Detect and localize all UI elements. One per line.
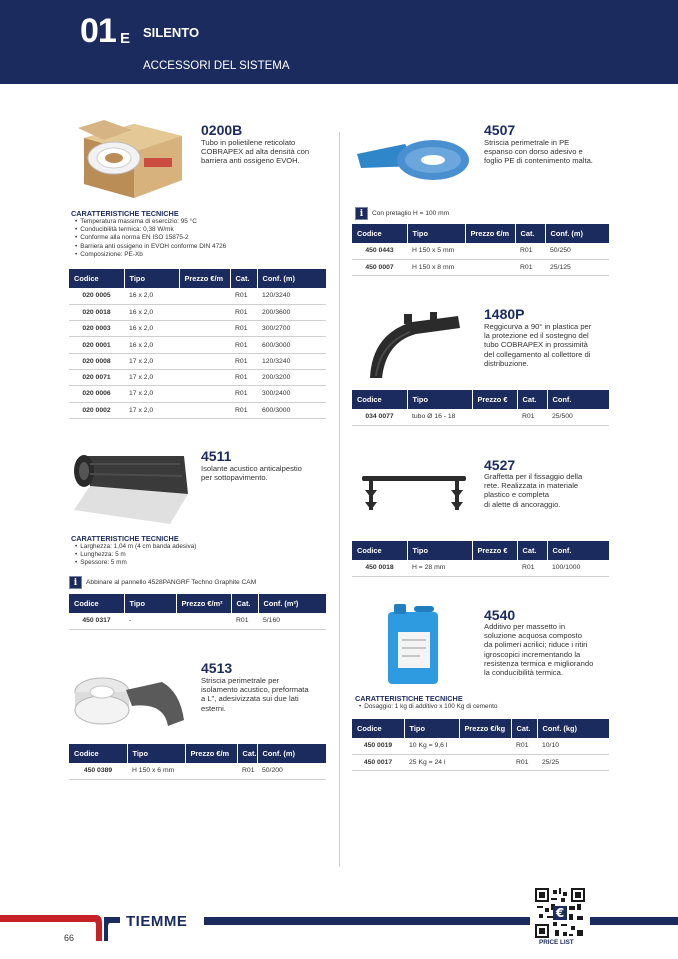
column-header: Tipo — [124, 269, 179, 288]
price-table-4540 — [352, 719, 609, 771]
table-row — [69, 337, 326, 353]
table-cell: 020 0018 — [69, 304, 124, 320]
column-header: Cat. — [237, 744, 257, 763]
table-cell: 17 x 2,0 — [124, 369, 179, 385]
table-cell: 25/500 — [547, 409, 609, 425]
table-cell: 10 Kg = 9,6 l — [404, 738, 459, 754]
table-cell: R01 — [511, 738, 537, 754]
chapter-subtitle: ACCESSORI DEL SISTEMA — [143, 60, 290, 72]
table-cell — [179, 402, 230, 418]
table-cell: 450 0317 — [69, 613, 124, 629]
price-table-0200b — [69, 269, 326, 419]
table-row — [69, 402, 326, 418]
product-description: Striscia perimetrale per isolamento acustico, preformata a L", adesivizzata sui due lati esterni. — [201, 676, 309, 713]
product-description: Striscia perimetrale in PE espanso con dorso adesivo e foglio PE di contenimento malta. — [484, 138, 593, 166]
table-cell: 200/3200 — [257, 369, 326, 385]
product-code: 4511 — [201, 448, 232, 464]
table-cell: 25/25 — [537, 754, 609, 770]
product-note: i Abbinare al pannello 4528PANGRF Techno Graphite CAM — [69, 576, 256, 589]
price-table-1480p — [352, 390, 609, 426]
column-header: Codice — [352, 719, 404, 738]
table-cell — [179, 369, 230, 385]
price-table-4513 — [69, 744, 326, 780]
product-code: 1480P — [484, 306, 525, 322]
table-row — [69, 613, 326, 629]
table-cell: 16 x 2,0 — [124, 337, 179, 353]
column-divider — [339, 132, 340, 867]
table-cell: 25 Kg = 24 l — [404, 754, 459, 770]
column-header: Conf. (m) — [257, 269, 326, 288]
table-cell — [465, 259, 515, 275]
product-code: 4540 — [484, 607, 516, 623]
table-row — [69, 288, 326, 304]
column-header: Cat. — [517, 390, 547, 409]
table-cell: 50/250 — [545, 243, 609, 259]
product-description: Reggicurva a 90° in plastica per la protezione ed il sostegno del tubo COBRAPEX in prossimità del collegamento al collettore di distribuzione. — [484, 322, 592, 368]
column-header: Conf. — [547, 541, 609, 560]
column-header: Tipo — [407, 541, 472, 560]
table-cell: 25/125 — [545, 259, 609, 275]
column-header: Cat. — [230, 269, 257, 288]
column-header: Prezzo € — [472, 390, 517, 409]
product-description: Tubo in polietilene reticolato COBRAPEX ad alta densità con barriera anti ossigeno EVOH. — [201, 138, 310, 166]
table-cell: 17 x 2,0 — [124, 402, 179, 418]
table-cell: R01 — [231, 613, 258, 629]
table-cell: 17 x 2,0 — [124, 386, 179, 402]
column-header: Prezzo €/kg — [459, 719, 511, 738]
table-cell: R01 — [515, 259, 545, 275]
table-cell — [176, 613, 231, 629]
table-cell: 100/1000 — [547, 560, 609, 576]
table-row — [69, 353, 326, 369]
table-cell: R01 — [230, 369, 257, 385]
footer-bar-right — [590, 917, 678, 925]
table-cell: R01 — [511, 754, 537, 770]
table-cell: H 150 x 8 mm — [407, 259, 465, 275]
table-cell: R01 — [230, 337, 257, 353]
product-description: Additivo per massetto in soluzione acquosa composto da polimeri acrilici; riduce i ritiri igroscopici incrementando la resistenza termica e migliorando la conducibilità termica. — [484, 622, 594, 678]
table-cell: 50/200 — [257, 763, 326, 779]
table-cell: 5/160 — [258, 613, 326, 629]
column-header: Cat. — [511, 719, 537, 738]
product-image-4527 — [360, 472, 468, 518]
table-cell: 16 x 2,0 — [124, 304, 179, 320]
price-table-4507 — [352, 224, 609, 276]
table-cell: R01 — [515, 243, 545, 259]
product-code: 4527 — [484, 457, 516, 473]
tech-specs-title: CARATTERISTICHE TECNICHE — [71, 209, 179, 218]
product-image-1480p — [364, 310, 464, 382]
table-cell: R01 — [230, 386, 257, 402]
column-header: Codice — [352, 541, 407, 560]
table-cell: R01 — [517, 409, 547, 425]
column-header: Codice — [69, 744, 127, 763]
column-header: Conf. — [547, 390, 609, 409]
table-cell: H = 28 mm — [407, 560, 472, 576]
table-cell: H 150 x 6 mm — [127, 763, 185, 779]
table-cell — [185, 763, 237, 779]
table-row — [69, 369, 326, 385]
table-cell — [179, 304, 230, 320]
column-header: Conf. (m) — [545, 224, 609, 243]
table-cell: 034 0077 — [352, 409, 407, 425]
table-cell: 16 x 2,0 — [124, 321, 179, 337]
table-cell: 120/3240 — [257, 353, 326, 369]
table-cell: 600/3000 — [257, 337, 326, 353]
table-cell: 300/2700 — [257, 321, 326, 337]
tech-specs-list: • Temperatura massima di esercizio: 95 °C • Conducibilità termica: 0,38 W/mk • Conforme alla norma EN ISO 15875-2 • Barriera anti ossigeno in EVOH conforme DIN 4726 • Composizione: PE-Xb — [71, 218, 226, 259]
table-cell: R01 — [230, 321, 257, 337]
table-cell — [179, 337, 230, 353]
table-cell: 020 0003 — [69, 321, 124, 337]
column-header: Codice — [69, 594, 124, 613]
table-cell — [465, 243, 515, 259]
table-row — [352, 259, 609, 275]
table-cell: 600/3000 — [257, 402, 326, 418]
price-list-label: PRICE LIST — [539, 939, 574, 946]
product-image-0200b — [74, 118, 186, 204]
table-cell: 450 0019 — [352, 738, 404, 754]
column-header: Prezzo €/m² — [176, 594, 231, 613]
tech-specs-title: CARATTERISTICHE TECNICHE — [355, 694, 463, 703]
table-cell: 300/2400 — [257, 386, 326, 402]
table-cell: H 150 x 5 mm — [407, 243, 465, 259]
table-row — [352, 754, 609, 770]
table-row — [69, 304, 326, 320]
table-cell — [472, 560, 517, 576]
column-header: Cat. — [515, 224, 545, 243]
table-cell: R01 — [237, 763, 257, 779]
table-cell: R01 — [230, 288, 257, 304]
table-cell: 020 0006 — [69, 386, 124, 402]
table-cell: 020 0002 — [69, 402, 124, 418]
tech-specs-list: • Dosaggio: 1 kg di additivo x 100 Kg di cemento — [355, 703, 497, 711]
product-note: i Con pretaglio H = 100 mm — [355, 207, 449, 220]
column-header: Codice — [69, 269, 124, 288]
table-cell: 10/10 — [537, 738, 609, 754]
table-cell: 17 x 2,0 — [124, 353, 179, 369]
table-cell — [179, 353, 230, 369]
product-description: Graffetta per il fissaggio della rete. Realizzata in materiale plastico e completa di alette di ancoraggio. — [484, 472, 583, 509]
tech-specs-list: • Larghezza: 1,04 m (4 cm banda adesiva) • Lunghezza: 5 m • Spessore: 5 mm — [71, 543, 196, 568]
info-icon: i — [69, 576, 82, 589]
column-header: Prezzo €/m — [185, 744, 237, 763]
table-row — [352, 409, 609, 425]
page-header — [0, 0, 678, 84]
table-cell: 16 x 2,0 — [124, 288, 179, 304]
chapter-letter: E — [120, 30, 131, 47]
brand-logo: TIEMME — [126, 913, 188, 930]
table-cell: 450 0389 — [69, 763, 127, 779]
column-header: Codice — [352, 390, 407, 409]
table-cell — [179, 321, 230, 337]
table-cell: 450 0017 — [352, 754, 404, 770]
table-cell: 020 0008 — [69, 353, 124, 369]
column-header: Prezzo €/m — [465, 224, 515, 243]
table-cell — [179, 288, 230, 304]
table-cell — [459, 754, 511, 770]
column-header: Conf. (kg) — [537, 719, 609, 738]
price-table-4527 — [352, 541, 609, 577]
column-header: Tipo — [127, 744, 185, 763]
svg-text:€: € — [555, 906, 565, 921]
table-cell: R01 — [230, 353, 257, 369]
column-header: Tipo — [124, 594, 176, 613]
table-row — [352, 560, 609, 576]
table-cell: 200/3600 — [257, 304, 326, 320]
table-cell — [179, 386, 230, 402]
table-cell: - — [124, 613, 176, 629]
column-header: Prezzo €/m — [179, 269, 230, 288]
qr-code-icon[interactable] — [535, 888, 585, 938]
table-cell: 450 0007 — [352, 259, 407, 275]
table-cell: 020 0001 — [69, 337, 124, 353]
column-header: Tipo — [407, 390, 472, 409]
page-number: 66 — [64, 933, 75, 943]
product-code: 4513 — [201, 660, 233, 676]
table-row — [69, 321, 326, 337]
table-cell — [472, 409, 517, 425]
table-cell — [459, 738, 511, 754]
table-row — [69, 386, 326, 402]
table-row — [69, 763, 326, 779]
table-cell: tubo Ø 16 - 18 — [407, 409, 472, 425]
product-description: Isolante acustico anticalpestio per sottopavimento. — [201, 464, 302, 483]
column-header: Cat. — [517, 541, 547, 560]
table-cell: 020 0005 — [69, 288, 124, 304]
column-header: Prezzo € — [472, 541, 517, 560]
product-image-4540 — [384, 602, 442, 686]
footer-bar-left — [204, 917, 530, 925]
table-cell: 450 0018 — [352, 560, 407, 576]
chapter-number: 01 — [80, 12, 116, 50]
product-image-4513 — [72, 662, 190, 730]
tech-specs-title: CARATTERISTICHE TECNICHE — [71, 534, 179, 543]
product-image-4511 — [70, 446, 194, 526]
table-cell: 450 0443 — [352, 243, 407, 259]
column-header: Tipo — [407, 224, 465, 243]
column-header: Cat. — [231, 594, 258, 613]
product-image-4507 — [355, 132, 473, 188]
table-cell: R01 — [517, 560, 547, 576]
column-header: Codice — [352, 224, 407, 243]
table-row — [352, 243, 609, 259]
table-row — [352, 738, 609, 754]
column-header: Tipo — [404, 719, 459, 738]
footer-swoosh — [80, 913, 120, 943]
table-cell: R01 — [230, 402, 257, 418]
price-table-4511 — [69, 594, 326, 630]
product-code: 0200B — [201, 122, 243, 138]
column-header: Conf. (m²) — [258, 594, 326, 613]
table-cell: 120/3240 — [257, 288, 326, 304]
table-cell: R01 — [230, 304, 257, 320]
table-cell: 020 0071 — [69, 369, 124, 385]
chapter-title: SILENTO — [143, 25, 200, 40]
info-icon: i — [355, 207, 368, 220]
column-header: Conf. (m) — [257, 744, 326, 763]
product-code: 4507 — [484, 122, 516, 138]
